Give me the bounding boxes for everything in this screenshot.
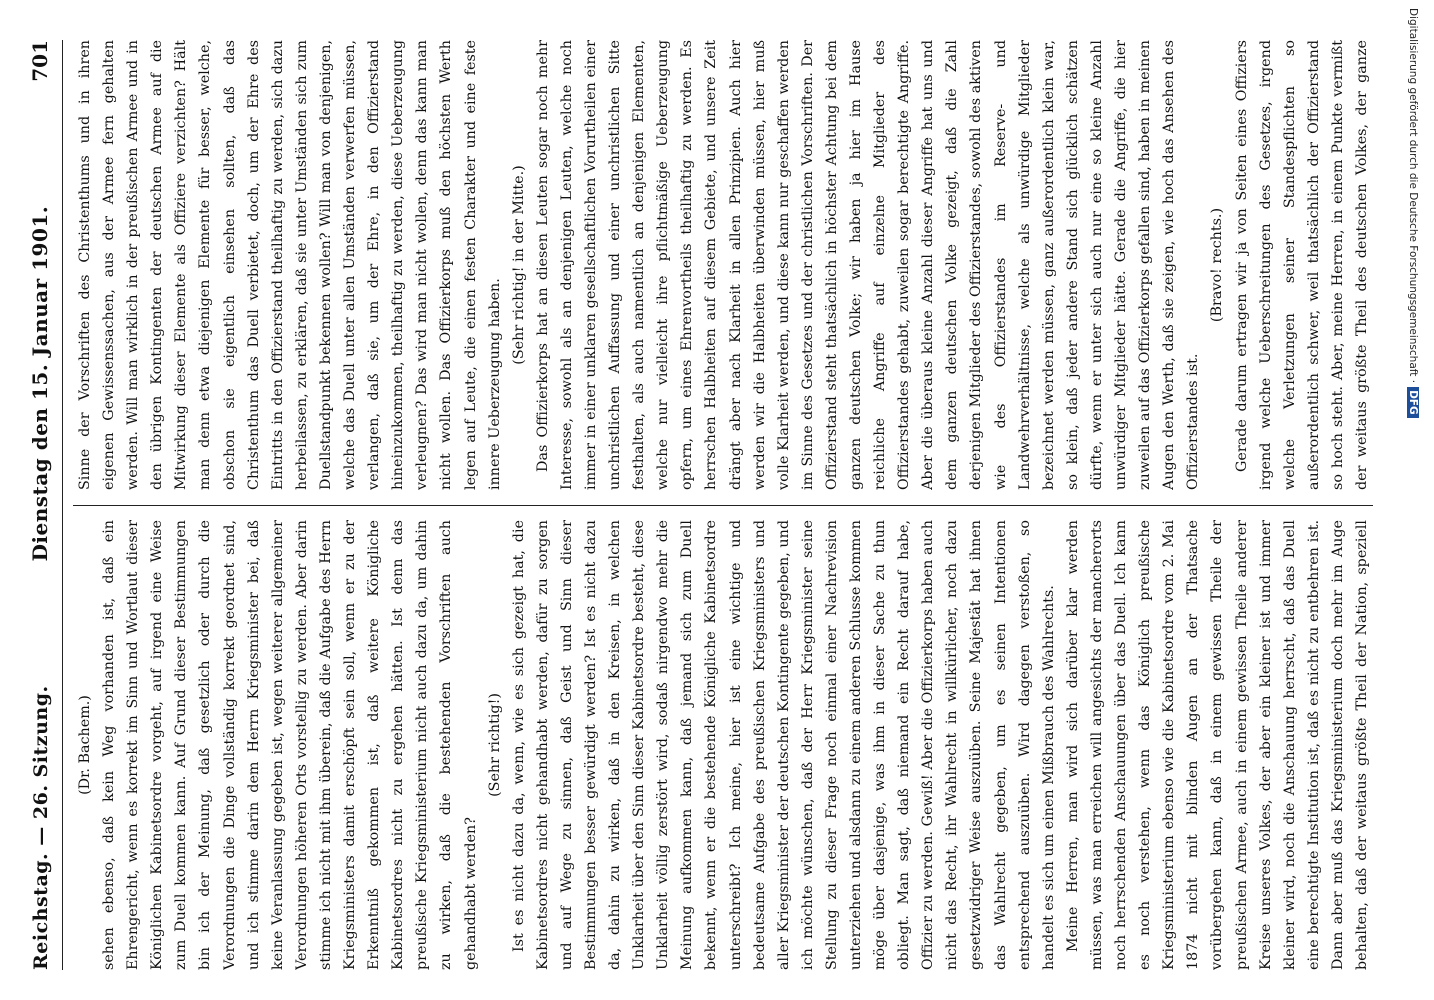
column-rule: [73, 505, 1373, 506]
text-columns: [73, 40, 1373, 970]
dfg-badge: DFG: [1407, 387, 1419, 418]
column-gutter: [73, 490, 1373, 520]
paragraph: Sinne der Vorschriften des Christenthums und in ihren eigenen Gewissenssachen, aus der Armee fern gehalten werden. Will man wirklich in der preußischen Armee und in den übrigen Kontingenten der deutschen Armee auf die Mitwirkung dieser Elemente als Offiziere verzichten? Hält man denn etwa diejenigen Elemente für besser, welche, obschon sie eigentlich einsehen sollten, daß das Christenthum das Duell verbietet, doch, um der Ehre des Eintritts in den Offizierstand theilhaftig zu werden, sich dazu herbeilassen, zu erklären, daß sie unter Umständen sich zum Duellstandpunkt bekennen wollen? Will man von denjenigen, welche das Duell unter allen Umständen verwerfen müssen, verlangen, daß sie, um der Ehre, in den Offizierstand hineinzukommen, theilhaftig zu werden, diese Ueberzeugung verleugnen? Das wird man nicht wollen, denn das kann man nicht wollen. Das Offizierkorps muß den höchsten Werth legen auf Leute, die einen festen Charakter und eine feste innere Ueberzeugung haben.: [77, 40, 503, 490]
page-header: [28, 40, 63, 970]
paragraph: Gerade darum ertragen wir ja von Seiten eines Offiziers irgend welche Ueberschreitungen des Gesetzes, irgend welche Verletzungen seiner Standespflichten so außerordentlich schwer, weil thatsächlich der Offizierstand so hoch steht. Aber, meine Herren, in einem Punkte vermißt der weitaus größte Theil des deutschen Volkes, der ganze: [1233, 40, 1370, 490]
interjection: (Bravo! rechts.): [1209, 207, 1226, 323]
header-session: Reichstag. — 26. Sitzung.: [30, 685, 52, 970]
right-column: [73, 40, 1373, 490]
digitization-note: [1404, 8, 1419, 996]
speaker-label: (Dr. Bachem.): [77, 695, 93, 795]
page-number: 701: [28, 40, 52, 82]
left-column: [73, 520, 1373, 970]
paragraph: Das Offizierkorps hat an diesen Leuten sogar noch mehr Interesse, sowohl als an denjenigen Leuten, welche noch immer in einer unklaren gesellschaftlichen Vorurtheilen einer unchristlichen Auffassung und einer unchristlichen Sitte festhalten, als auch namentlich an denjenigen Elementen, welche nur vielleicht ihre pflichtmäßige Ueberzeugung opfern, um eines Ehrenvortheils theilhaftig zu werden. Es herrschen Halbheiten auf diesem Gebiete, und unsere Zeit drängt aber nach Klarheit in allen Prinzipien. Auch hier werden wir die Halbheiten überwinden müssen, hier muß volle Klarheit werden, und diese kann nur geschaffen werden im Sinne des Gesetzes und der christlichen Vorschriften. Der Offizierstand steht thatsächlich in höchster Achtung bei dem ganzen deutschen Volke; wir haben ja hier im Hause reichliche Angriffe auf einzelne Mitglieder des Offizierstandes gehabt, zuweilen sogar berechtigte Angriffe. Aber die überaus kleine Anzahl dieser Angriffe hat uns und dem ganzen deutschen Volke gezeigt, daß die Zahl derjenigen Mitglieder des Offizierstandes, sowohl des aktiven wie des Offizierstandes im Reserve- und Landwehrverhältnisse, welche als unwürdige Mitglieder bezeichnet werden müssen, ganz außerordentlich klein war, so klein, daß jeder andere Stand sich glücklich schätzen dürfte, wenn er unter sich auch nur eine so kleine Anzahl unwürdiger Mitglieder hätte. Gerade die Angriffe, die hier zuweilen auf das Offizierkorps gefallen sind, haben in meinen Augen den Werth, daß sie zeigen, wie hoch das Ansehen des Offizierstandes ist.: [534, 40, 1202, 490]
rotated-page: [0, 10, 1390, 1000]
digitization-text: Digitalisierung gefördert durch die Deutsche Forschungsgemeinschaft ·: [1407, 8, 1419, 384]
interjection: (Sehr richtig!): [486, 693, 503, 797]
paragraph: Meine Herren, man wird sich darüber klar werden müssen, was man erreichen will angesichts der mancherorts noch herrschenden Anschauungen über das Duell. Ich kann es noch verstehen, wenn das Königlich preußische Kriegsministerium ebenso wie die Kabinetsordre vom 2. Mai 1874 nicht mit blinden Augen an der Thatsache vorübergehen kann, daß in einem gewissen Theile der preußischen Armee, auch in einem gewissen Theile anderer Kreise unseres Volkes, der aber ein kleiner ist und immer kleiner wird, noch die Anschauung herrscht, daß das Duell eine berechtigte Institution ist, daß es nicht zu entbehren ist. Dann aber muß das Kriegsministerium doch mehr im Auge behalten, daß der weitaus größte Theil der Nation, speziell: [1064, 520, 1370, 970]
paragraph: Ist es nicht dazu da, wenn, wie es sich gezeigt hat, die Kabinetsordres nicht gehandhabt werden, dafür zu sorgen und auf Wege zu sinnen, daß Geist und Sinn dieser Bestimmungen besser gewürdigt werden? Ist es nicht dazu da, dahin zu wirken, daß in den Kreisen, in welchen Unklarheit über den Sinn dieser Kabinetsordre besteht, diese Unklarheit völlig zerstört wird, sodaß nirgendwo mehr die Meinung aufkommen kann, daß jemand sich zum Duell bekennt, wenn er die bestehende Königliche Kabinetsordre unterschreibt? Ich meine, hier ist eine wichtige und bedeutsame Aufgabe des preußischen Kriegsministers und aller Kriegsminister der deutschen Kontingente gegeben, und ich möchte wünschen, daß der Herr Kriegsminister seine Stellung zu dieser Frage noch einmal einer Nachrevision unterziehen und alsdann zu einem anderen Schlusse kommen möge über dasjenige, was ihm in dieser Sache zu thun obliegt. Man sagt, daß niemand ein Recht darauf habe, Offizier zu werden. Gewiß! Aber die Offizierkorps haben auch nicht das Recht, ihr Wahlrecht in willkürlicher, noch dazu gesetzwidriger Weise auszuüben. Seine Majestät hat ihnen das Wahlrecht gegeben, um es seinen Intentionen entsprechend auszuüben. Wird dagegen verstoßen, so handelt es sich um einen Mißbrauch des Wahlrechts.: [510, 520, 1057, 970]
header-date: Dienstag den 15. Januar 1901.: [28, 205, 52, 562]
paragraph: sehen ebenso, daß kein Weg vorhanden ist, daß ein Ehrengericht, wenn es korrekt im Sinn und Wortlaut dieser Königlichen Kabinetsordre vorgeht, auf irgend eine Weise zum Duell kommen kann. Auf Grund dieser Bestimmungen bin ich der Meinung, daß gesetzlich oder durch die Verordnungen die Dinge vollständig korrekt geordnet sind, und ich stimme darin dem Herrn Kriegsminister bei, daß keine Veranlassung gegeben ist, wegen weiterer allgemeiner Verordnungen höheren Orts vorstellig zu werden. Aber darin stimme ich nicht mit ihm überein, daß die Aufgabe des Herrn Kriegsministers damit erschöpft sein soll, wenn er zu der Erkenntniß gekommen ist, daß weitere Königliche Kabinetsordres nicht zu ergehen hätten. Ist denn das preußische Kriegsministerium nicht auch dazu da, um dahin zu wirken, daß die bestehenden Vorschriften auch gehandhabt werden?: [101, 520, 479, 970]
interjection: (Sehr richtig! in der Mitte.): [510, 165, 527, 365]
